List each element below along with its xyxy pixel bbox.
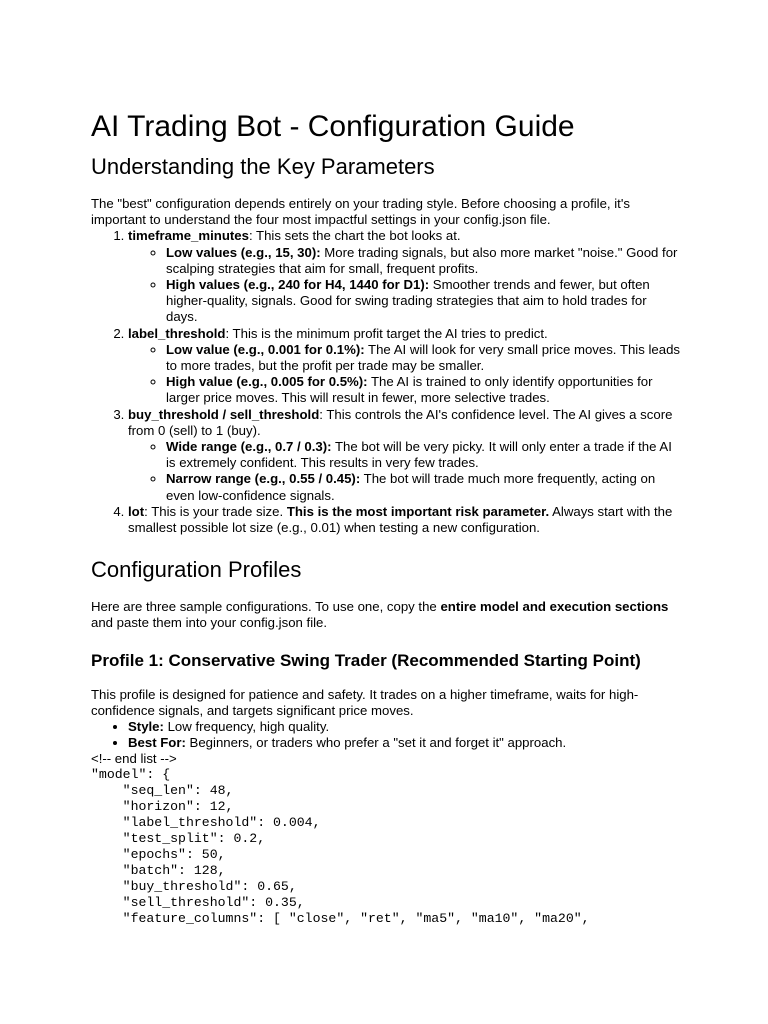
code-block: [91, 767, 681, 927]
sub-text: The AI will look for very small price moves. This leads to more trades, but the profit per trade may be smaller.: [166, 341, 681, 374]
bullet-label: Best For:: [128, 735, 186, 751]
code-line: "buy_threshold": 0.65,: [91, 879, 297, 895]
intro-emphasis: entire model and execution sections: [440, 599, 669, 615]
parameter-list: [91, 228, 681, 536]
sub-label: Low value (e.g., 0.001 for 0.1%):: [166, 341, 365, 357]
list-item: [128, 228, 681, 325]
sub-label: Narrow range (e.g., 0.55 / 0.45):: [166, 471, 361, 487]
param-name: timeframe_minutes: [128, 228, 249, 244]
sub-text: The bot will be very picky. It will only enter a trade if the AI is extremely confident. This results in very few trades.: [166, 439, 672, 471]
section-intro-parameters: The "best" configuration depends entirely on your trading style. Before choosing a profile, it's important to understand the four most impactful settings in your config.json file.: [91, 196, 630, 228]
list-item: [166, 471, 681, 503]
sub-text: More trading signals, but also more market "noise." Good for scalping strategies that aim for small, frequent profits.: [166, 244, 678, 276]
code-line: "test_split": 0.2,: [91, 831, 266, 847]
end-list-comment: <!-- end list -->: [91, 751, 177, 767]
sub-label: High values (e.g., 240 for H4, 1440 for D1):: [166, 277, 430, 293]
param-name: label_threshold: [128, 325, 226, 341]
code-line: "label_threshold": 0.004,: [91, 815, 321, 831]
code-line: "seq_len": 48,: [91, 783, 234, 799]
code-line: "batch": 128,: [91, 863, 226, 879]
sub-list: [128, 439, 681, 504]
param-desc: : This sets the chart the bot looks at.: [248, 228, 461, 244]
param-desc: : This is the minimum profit target the AI tries to predict.: [225, 325, 548, 341]
list-item: [166, 245, 681, 277]
intro-text: and paste them into your config.json file.: [91, 615, 328, 631]
sub-label: Wide range (e.g., 0.7 / 0.3):: [166, 439, 332, 455]
code-line: "model": {: [91, 767, 171, 783]
sub-text: The bot will trade much more frequently, acting on even low-confidence signals.: [166, 471, 656, 503]
sub-text: Smoother trends and fewer, but often higher-quality, signals. Good for swing trading strategies that aim to hold trades for days.: [166, 277, 650, 325]
sub-label: Low values (e.g., 15, 30):: [166, 244, 321, 260]
code-line: "epochs": 50,: [91, 847, 226, 863]
code-line: "horizon": 12,: [91, 799, 234, 815]
intro-text: Here are three sample configurations. To use one, copy the: [91, 599, 441, 615]
param-tail: Always start with the smallest possible lot size (e.g., 0.01) when testing a new configuration.: [128, 503, 673, 536]
list-item: [128, 719, 681, 735]
list-item: [166, 374, 681, 406]
list-item: [128, 326, 681, 407]
sub-label: High value (e.g., 0.005 for 0.5%):: [166, 374, 368, 390]
profile-bullets: [91, 719, 681, 751]
param-desc: : This is your trade size.: [144, 503, 287, 519]
list-item: [166, 277, 681, 326]
section-heading-parameters: Understanding the Key Parameters: [91, 154, 435, 179]
code-line: "feature_columns": [ "close", "ret", "ma5", "ma10", "ma20",: [91, 911, 590, 927]
sub-list: [128, 245, 681, 326]
section-heading-profiles: Configuration Profiles: [91, 557, 302, 583]
sub-text: The AI is trained to only identify opportunities for larger price moves. This will result in fewer, more selective trades.: [166, 374, 653, 406]
param-emphasis: This is the most important risk parameter.: [286, 503, 550, 519]
profile-intro: This profile is designed for patience and safety. It trades on a higher timeframe, waits for high-confidence signals, and targets significant price moves.: [91, 686, 639, 718]
bullet-text: Beginners, or traders who prefer a "set it and forget it" approach.: [185, 735, 567, 751]
list-item: [166, 342, 681, 374]
sub-list: [128, 342, 681, 407]
section-intro-profiles: [91, 599, 681, 631]
param-name: lot: [128, 503, 145, 519]
list-item: [128, 735, 681, 751]
page-title: AI Trading Bot - Configuration Guide: [91, 110, 575, 143]
bullet-label: Style:: [128, 719, 164, 735]
profile-heading: Profile 1: Conservative Swing Trader (Recommended Starting Point): [91, 650, 641, 670]
param-desc: : This controls the AI's confidence level. The AI gives a score from 0 (sell) to 1 (buy).: [128, 406, 673, 438]
list-item: [128, 407, 681, 504]
list-item: [166, 439, 681, 471]
list-item: [128, 504, 681, 536]
param-name: buy_threshold / sell_threshold: [128, 406, 320, 422]
bullet-text: Low frequency, high quality.: [163, 719, 330, 735]
code-line: "sell_threshold": 0.35,: [91, 895, 305, 911]
